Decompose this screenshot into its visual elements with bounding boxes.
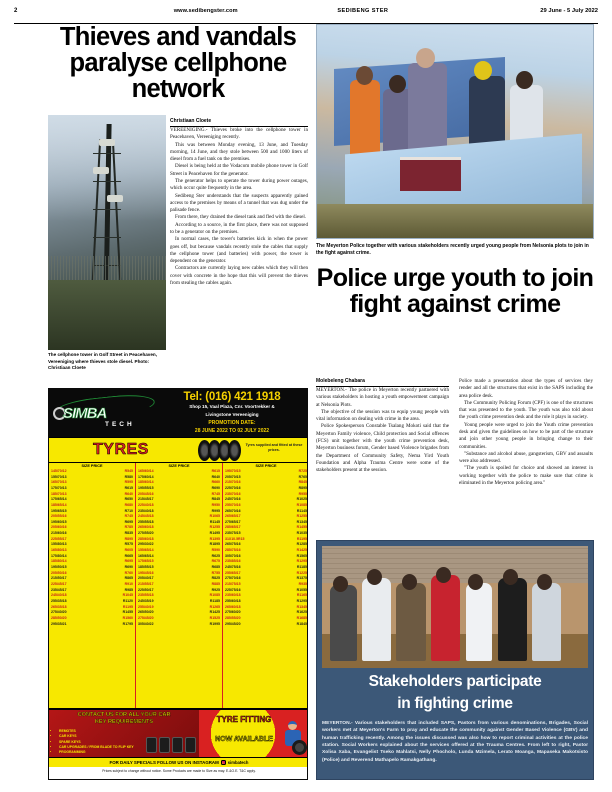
ad-tyre-note: Tyres supplied and fitted at these prices.	[245, 443, 303, 452]
tyre-price: R1525	[209, 615, 220, 620]
paragraph: Sedibeng Ster understands that the suspects apparently gained access to the premises by means of a tunnel that was dug under the palisade fence.	[170, 192, 308, 214]
tyre-price: R785	[124, 525, 133, 530]
tyre-size: 215/55/17	[138, 582, 154, 587]
police-body-left	[316, 387, 449, 474]
tyre-price-table	[49, 463, 308, 709]
tyre-price: R1375	[296, 576, 307, 581]
tyre-price: R1035	[296, 531, 307, 536]
tyre-price: R1995	[209, 621, 220, 626]
tyre-price: R695	[124, 559, 133, 564]
tyre-size: 275/40/20	[51, 610, 67, 615]
tyre-size: 185/65/14	[51, 502, 67, 507]
tyre-price: R865	[124, 576, 133, 581]
tyre-size: 31X10.5R15	[225, 536, 245, 541]
tyre-price: R595	[124, 480, 133, 485]
tyre-size: 225/40/18	[138, 502, 154, 507]
tyre-price: R845	[298, 480, 307, 485]
tyre-size: 175/80/14	[51, 553, 67, 558]
price-column-header: SIZE PRICE	[81, 464, 103, 468]
tyre-size: 225/55/17	[51, 536, 67, 541]
ad-tyres-banner	[49, 437, 307, 463]
brand-name: SIMBA	[63, 405, 107, 422]
keys-bullet-item: • CAR UPGRADES / FROM BLADE TO FLIP KEY	[59, 745, 196, 750]
tyre-price: R895	[298, 485, 307, 490]
tyre-size: 235/40/18	[138, 508, 154, 513]
tyre-price: R685	[211, 565, 220, 570]
price-column	[136, 463, 223, 708]
tyre-price: R710	[124, 508, 133, 513]
tyre-size: 235/55/18	[138, 593, 154, 598]
tyre-price: R1120	[122, 599, 133, 604]
paragraph: MEYERTON.- The police in Meyerton recently partnered with various stakeholders in hosting a youth empowerment campaign at Nelsonia Plots.	[316, 387, 449, 408]
tyre-price: R1185	[296, 565, 307, 570]
ad-header	[49, 389, 307, 437]
instagram-text: FOR DAILY SPECIALS FOLLOW US ON INSTAGRAM	[109, 760, 219, 765]
tyre-price: R1565	[296, 553, 307, 558]
tyre-price: R1685	[296, 615, 307, 620]
tyre-price: R665	[124, 553, 133, 558]
keys-bullet-item: • CAR KEYS	[59, 734, 196, 739]
lead-headline: Thieves and vandals paralyse cellphone network	[59, 23, 297, 103]
ad-contact-block	[161, 391, 307, 434]
tyre-size: 175/70/13	[51, 485, 67, 490]
tyre-size: 205/70/15	[225, 474, 241, 479]
tyre-price: R695	[124, 519, 133, 524]
tyre-price: R995	[211, 508, 220, 513]
tyre-price: R725	[298, 468, 307, 473]
tyre-size: 305/70/16	[225, 553, 241, 558]
tyre-size: 275/65/17	[225, 519, 241, 524]
paragraph: In normal cases, the tower's batteries kick in when the power goes off, but because vandals recently stole the cables that supply the cellphone tower (and batteries) with power, the tower is dependent on the generator.	[170, 236, 308, 265]
ad-telephone[interactable]: Tel: (016) 421 1918	[183, 391, 281, 404]
tyre-price: R845	[211, 497, 220, 502]
tyre-price: R925	[211, 587, 220, 592]
tyre-price: R625	[211, 553, 220, 558]
stakeholders-caption: MEYERTON.- Various stakeholders that included SAPS, Pastors from various denominations, Brigades, Social workers met at Meyerton's Farm to pray and educate the community against Gender Based Violence (GBV) and human trafficking recently. Among the issues discussed was also how to report criminal activities at the police station. Social Workers explained about the services offered at the Trauma Centres. From left to right, Pastor Xolisa Xaba, Evangelist Tseko Mahlatsi, Nelly Phocholo, Lunda Mzimela, Lerato Moanga, Mapaseka Makotsisto (Police) and Reverend Mathapelo Ramakgathang.	[322, 720, 588, 763]
paragraph: Young people were urged to join the Youth crime prevention desk and given the guidelines on how to be part of the structure and join other young people in bringing change to their communities.	[459, 421, 593, 450]
tyre-price: R910	[124, 582, 133, 587]
tyre-price: R1145	[296, 508, 307, 513]
tyre-size: 205/40/17	[138, 576, 154, 581]
tyre-price: R1085	[296, 502, 307, 507]
paragraph: This was between Monday evening, 13 June, and Tuesday morning, 14 June, and they stole between 500 and 1000 liters of diesel from a fuel tank on the premises.	[170, 141, 308, 163]
car-keys-panel[interactable]	[49, 710, 199, 757]
tyre-price: R1345	[296, 519, 307, 524]
tyre-price: R1065	[209, 514, 220, 519]
ad-section-title: TYRES	[93, 441, 149, 458]
tyre-price: R1145	[209, 519, 220, 524]
tyre-size: 215/45/17	[138, 497, 154, 502]
tower-photo-caption: The cellphone tower in Golf Street in Peacehaven, Vereeniging where thieves stole diesel. Photo: Christiaan Cloete	[48, 352, 158, 371]
instagram-icon	[221, 760, 226, 765]
paragraph: The objective of the session was to equip young people with vital information on dealing with crime in the area.	[316, 408, 449, 423]
tyre-price: R1455	[122, 610, 133, 615]
keys-title-line1: CONTACT US FOR ALL YOUR CAR	[77, 712, 171, 718]
tyre-size: 195/70/15	[225, 468, 241, 473]
tyre-size: 195/65/15	[51, 508, 67, 513]
tyre-size: 235/70/16	[225, 491, 241, 496]
tyre-price: R660	[211, 480, 220, 485]
instagram-handle[interactable]: simbatech	[227, 760, 249, 765]
key-fob-icons	[146, 737, 196, 753]
paragraph: The Community Policing Forum (CPF) is one of the structures that was presented to the youth. The youth was also told about the youth crime prevention desk and the role it plays in society.	[459, 399, 593, 421]
ad-disclaimer: Prices subject to change without notice. Some Products are made to Size as may. E.&O.E. T&C apply.	[49, 767, 308, 779]
tyre-price: R640	[124, 491, 133, 496]
page-number: 2	[14, 8, 18, 14]
tyre-size: 285/75/16	[225, 548, 241, 553]
tyre-price: R1225	[296, 570, 307, 575]
tyre-price: R1425	[209, 610, 220, 615]
tyre-price: R1845	[296, 621, 307, 626]
paragraph: From there, they drained the diesel tank and fled with the diesel.	[175, 214, 307, 221]
ad-instagram-bar[interactable]	[49, 757, 308, 767]
paragraph: Diesel is being held at the Vodacom mobile phone tower in Golf Street in Peacehaven for the generator.	[170, 163, 308, 177]
tyre-price: R615	[124, 485, 133, 490]
tyre-size: 255/70/16	[225, 502, 241, 507]
paragraph: VEREENIGING.- Thieves broke into the cellphone tower in Peacehaven, Vereeniging recently.	[170, 127, 308, 141]
tyre-price: R605	[124, 548, 133, 553]
tyre-size: 215/70/16	[225, 480, 241, 485]
tyre-size: 185/60/14	[138, 480, 154, 485]
tyre-size: 185/55/15	[138, 565, 154, 570]
price-column	[49, 463, 136, 708]
tyre-size: 295/45/20	[225, 621, 241, 626]
tyre-size: 185/80/14	[51, 559, 67, 564]
tyre-size: 305/40/22	[138, 621, 154, 626]
ad-promo-label: PROMOTION DATE:	[208, 419, 256, 426]
tyre-size: 215/60/16	[51, 531, 67, 536]
tyre-size: 275/45/20	[138, 615, 154, 620]
tyre-size: 185/70/13	[51, 491, 67, 496]
paragraph: The generator helps to operate the tower during power outages, which occur quite frequently in the area.	[170, 177, 308, 192]
tyre-price: R1045	[122, 593, 133, 598]
tyre-size: 235/75/15	[225, 531, 241, 536]
tyre-price: R1055	[296, 587, 307, 592]
police-headline: Police urge youth to join fight against crime	[316, 264, 594, 318]
tyre-size: 275/60/20	[225, 610, 241, 615]
paragraph: "The youth is spoiled for choice and showed an interest in working together with the police to make sure that crime is eliminated in the Meyerton policing area."	[459, 465, 593, 486]
tyre-size: 285/55/20	[225, 615, 241, 620]
tyre-price: R580	[124, 474, 133, 479]
tyre-price: R745	[124, 514, 133, 519]
tyre-size: 285/65/17	[225, 525, 241, 530]
tyre-price: R575	[124, 542, 133, 547]
keys-bullet-item: • REMOTES	[59, 729, 196, 734]
ad-promo-dates: 28 JUNE 2022 TO 02 JULY 2022	[194, 427, 270, 434]
paragraph: Police made a presentation about the types of services they render and all the structures that exist in the SAPS including the area police desk.	[459, 378, 593, 399]
tyre-size: 275/55/20	[138, 531, 154, 536]
tyre-size: 245/45/18	[138, 514, 154, 519]
tyre-size: 255/65/17	[225, 570, 241, 575]
tyre-size: 155/70/13	[51, 474, 67, 479]
tyre-size: 205/60/16	[51, 525, 67, 530]
tyre-size: 175/65/15	[138, 559, 154, 564]
tyre-price: R825	[211, 576, 220, 581]
tyre-price: R745	[211, 491, 220, 496]
paragraph: Police Spokesperson Constable Tsalang Mokoti said that the Meyerton Family violence, Child protection and Social offences (FCS) unit together with the youth crime prevention desk, Meyerton business forum, Gender based Violence brigades from the Department of Community Safety, Nema Yird Youth Foundation and Alpha Trauma Centre were some of the stakeholders present at the session.	[316, 423, 449, 474]
tyre-size: 195/60/15	[51, 519, 67, 524]
lead-body-text	[170, 127, 308, 287]
ad-keys-section	[49, 709, 308, 757]
tyre-price: R1255	[209, 525, 220, 530]
tyre-size: 275/70/16	[225, 576, 241, 581]
tyre-stack-icon	[201, 440, 241, 461]
tyre-size: 215/75/15	[225, 582, 241, 587]
tyre-size: 225/45/17	[51, 582, 67, 587]
ad-address-line2: Livingstone Vereeniging	[205, 412, 259, 417]
fitting-line1: TYRE FITTING	[216, 715, 272, 724]
paragraph: "Substance and alcohol abuse, gangsterism, GBV and assaults were also addressed.	[459, 450, 593, 465]
tyre-price: R1495	[209, 531, 220, 536]
tyre-price: R680	[124, 502, 133, 507]
tyre-price: R955	[298, 491, 307, 496]
stakeholders-title-line2: in fighting crime	[397, 695, 513, 713]
tyre-price: R935	[298, 582, 307, 587]
tyre-price: R1625	[296, 610, 307, 615]
tyre-size: 235/45/17	[51, 587, 67, 592]
tyre-price: R1195	[296, 536, 307, 541]
tyre-size: 255/40/19	[138, 604, 154, 609]
stakeholders-title-line1: Stakeholders participate	[368, 673, 542, 690]
website-url: www.sedibengster.com	[173, 8, 238, 14]
tyre-price: R885	[211, 582, 220, 587]
stakeholders-block	[316, 540, 594, 780]
tyre-price: R765	[298, 474, 307, 479]
tyre-size: 265/60/18	[138, 525, 154, 530]
price-row	[225, 622, 307, 628]
publication-title: SEDIBENG STER	[337, 8, 389, 14]
mechanic-icon	[283, 721, 305, 755]
tyre-price: R1895	[209, 542, 220, 547]
tyre-size: 285/50/20	[51, 615, 67, 620]
tyre-size: 195/45/16	[138, 570, 154, 575]
tyre-size: 205/45/16	[138, 491, 154, 496]
tyre-price: R545	[124, 468, 133, 473]
tyre-price: R1295	[296, 599, 307, 604]
tyre-price: R1395	[209, 536, 220, 541]
paragraph: According to a source, in the first place, there was not supposed to be a generator on the premises.	[170, 221, 308, 235]
cellphone-tower-photo	[48, 115, 166, 350]
police-stakeholders-photo	[316, 24, 594, 239]
tyre-price: R1795	[122, 621, 133, 626]
tyre-size: 225/75/16	[225, 587, 241, 592]
tyre-size: 265/70/16	[225, 508, 241, 513]
police-photo-caption: The Meyerton Police together with various stakeholders recently urged young people from Nelsonia plots to join in the fight against crime.	[316, 243, 589, 257]
tyre-size: 165/70/13	[51, 480, 67, 485]
masthead	[14, 8, 598, 24]
tyre-size: 235/60/18	[225, 593, 241, 598]
tyre-size: 215/50/17	[51, 576, 67, 581]
tyre-size: 165/60/14	[138, 468, 154, 473]
tyre-size: 195/55/15	[138, 485, 154, 490]
police-byline: Molebeleng Chabara	[316, 378, 449, 387]
tyre-size: 175/65/14	[51, 497, 67, 502]
tyre-fitting-panel[interactable]	[199, 710, 308, 757]
tyre-price: R1425	[296, 548, 307, 553]
paragraph: Contractors are currently laying new cables which they will then cover with concrete in the hope that this will prevent the thieves from stealing the cables again.	[170, 265, 308, 286]
tyre-price: R1025	[296, 497, 307, 502]
tyre-size: 205/50/16	[51, 570, 67, 575]
tyre-size: 245/70/16	[225, 497, 241, 502]
keys-bullet-item: • SPARE KEYS	[59, 740, 196, 745]
keys-title-line2: KEY REQUIREMENTS	[94, 718, 154, 725]
tyre-size: 155/80/13	[51, 542, 67, 547]
price-row	[138, 622, 220, 628]
tyre-price: R590	[211, 548, 220, 553]
tyre-size: 245/40/18	[51, 593, 67, 598]
tyre-size: 295/35/21	[51, 621, 67, 626]
keys-bullet-item: • PROGRAMMING	[59, 750, 196, 755]
tyre-price: R985	[124, 587, 133, 592]
tyre-price: R1560	[122, 615, 133, 620]
tyre-size: 255/60/18	[225, 599, 241, 604]
tyre-price: R760	[124, 570, 133, 575]
tyre-size: 245/75/16	[225, 565, 241, 570]
tyre-size: 265/65/17	[225, 514, 241, 519]
price-column-header: SIZE PRICE	[255, 464, 277, 468]
tyre-size: 145/70/12	[51, 468, 67, 473]
tyre-price: R675	[211, 559, 220, 564]
tyre-size: 175/60/14	[138, 474, 154, 479]
tyre-price: R950	[211, 502, 220, 507]
tyre-price: R1185	[209, 599, 220, 604]
tyre-size: 265/60/18	[225, 604, 241, 609]
tyre-size: 165/80/13	[51, 548, 67, 553]
tyre-price: R755	[211, 570, 220, 575]
tyre-size: 265/50/20	[138, 610, 154, 615]
lead-byline: Christiaan Cloete	[170, 118, 308, 127]
tyre-size: 165/65/14	[138, 553, 154, 558]
tyre-price: R1285	[296, 542, 307, 547]
tyre-price: R1265	[209, 604, 220, 609]
price-row	[51, 622, 133, 628]
tyre-size: 265/75/16	[225, 542, 241, 547]
tyre-price: R835	[124, 531, 133, 536]
tyre-price: R1165	[296, 593, 307, 598]
tyre-price: R895	[124, 536, 133, 541]
police-body-right	[459, 378, 593, 487]
tyre-price: R1295	[296, 559, 307, 564]
tyre-size: 265/35/18	[51, 604, 67, 609]
issue-date: 29 June - 5 July 2022	[540, 8, 598, 14]
tyre-size: 245/35/19	[138, 599, 154, 604]
tyre-price: R615	[211, 468, 220, 473]
tyre-size: 295/30/22	[138, 542, 154, 547]
simba-tech-advertisement[interactable]	[48, 388, 308, 780]
tyre-price: R650	[124, 497, 133, 502]
tyre-price: R1195	[122, 604, 133, 609]
tyre-size: 155/65/14	[138, 548, 154, 553]
tyre-size: 205/55/16	[51, 514, 67, 519]
tyre-size: 195/50/15	[51, 565, 67, 570]
tyre-price: R690	[211, 485, 220, 490]
stakeholders-photo	[322, 546, 588, 668]
price-column	[223, 463, 308, 708]
tyre-size: 235/85/16	[225, 559, 241, 564]
tyre-size: 255/55/18	[138, 519, 154, 524]
tyre-price: R1455	[296, 525, 307, 530]
tyre-size: 225/70/16	[225, 485, 241, 490]
tyre-price: R640	[211, 474, 220, 479]
tyre-price: R690	[124, 565, 133, 570]
simba-tech-logo	[49, 389, 161, 437]
ad-address-line1: Shop 15, Vaal Plaza, Cnr. Voortrekker &	[189, 404, 275, 410]
brand-suffix: TECH	[105, 421, 135, 428]
tyre-size: 255/35/18	[51, 599, 67, 604]
price-column-header: SIZE PRICE	[168, 464, 190, 468]
fitting-line3: NOW AVAILABLE	[215, 736, 273, 743]
tyre-price: R1255	[296, 514, 307, 519]
tyre-price: R1085	[209, 593, 220, 598]
tyre-price: R1345	[296, 604, 307, 609]
tyre-size: 225/50/17	[138, 587, 154, 592]
tyre-size: 285/60/18	[138, 536, 154, 541]
